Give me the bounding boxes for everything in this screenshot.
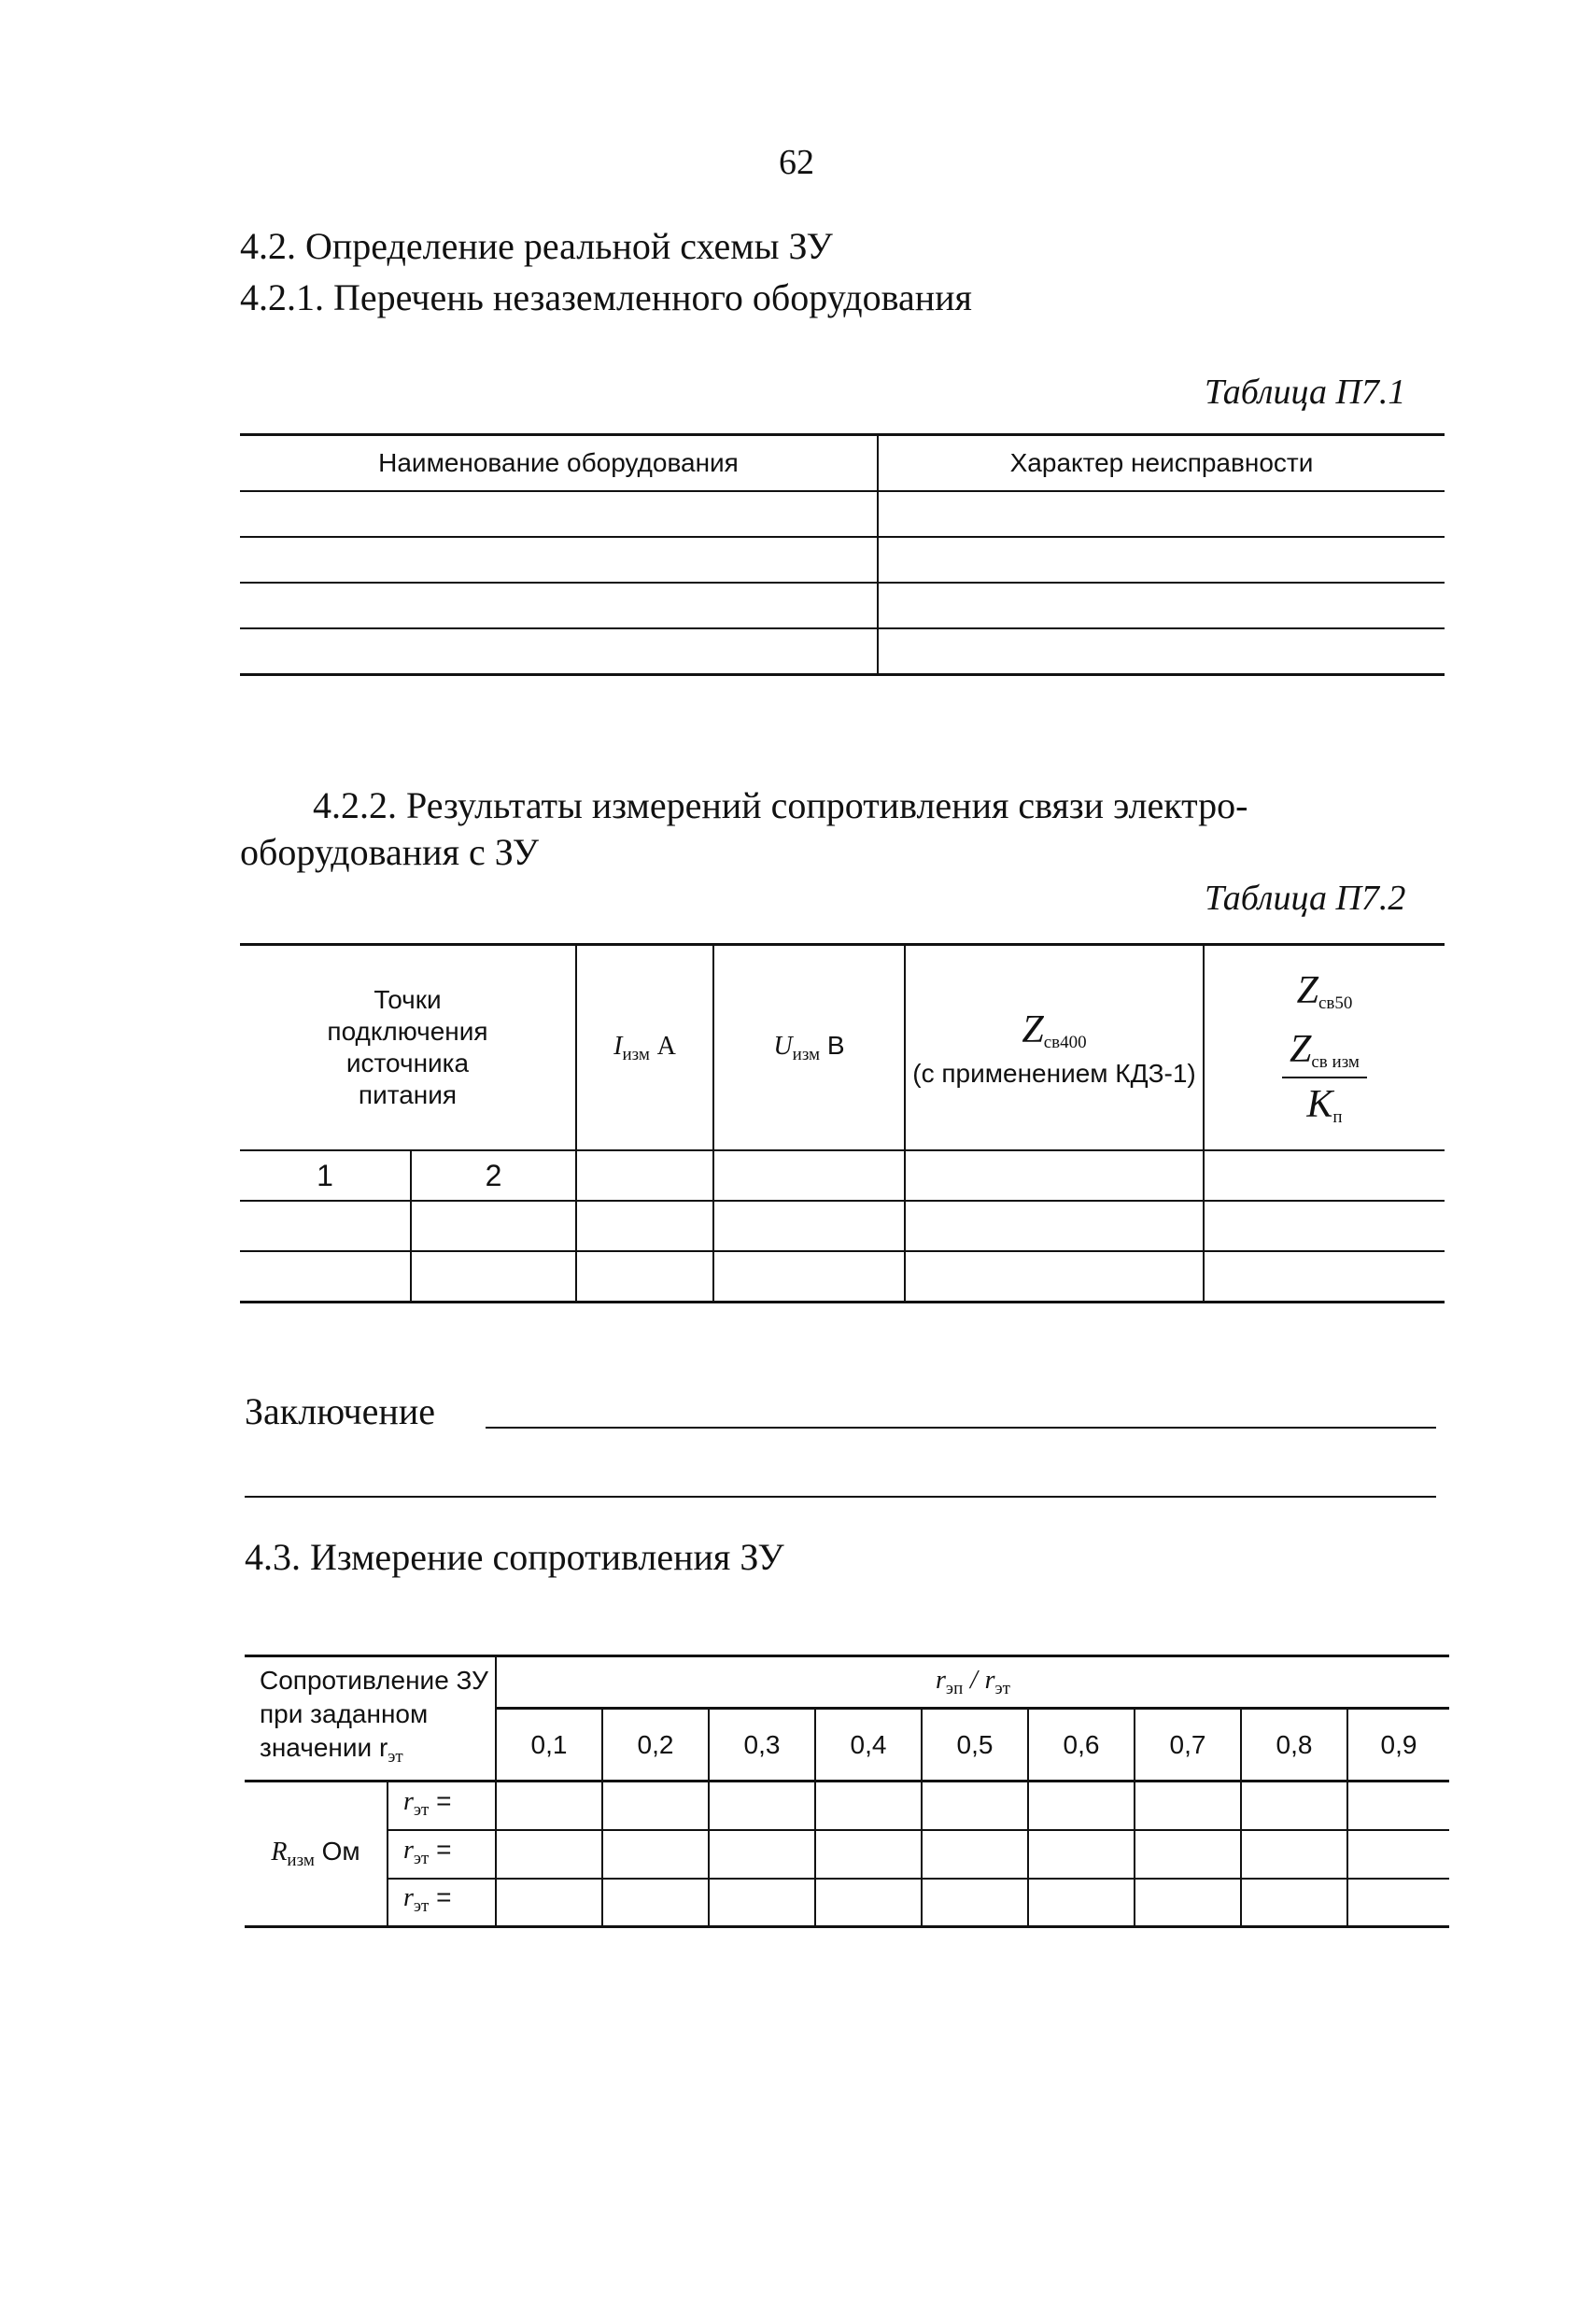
table3-ratio-value: 0,6 — [1028, 1709, 1135, 1782]
table1-header-fault: Характер неисправности — [878, 435, 1445, 492]
section-heading-4-2-2 — [240, 782, 1445, 876]
table-cell[interactable] — [1135, 1879, 1241, 1927]
table-grounding-resistance — [245, 1655, 1449, 1928]
table-row — [240, 628, 1445, 675]
conclusion-line-2[interactable] — [245, 1496, 1436, 1498]
table-cell[interactable] — [1135, 1830, 1241, 1879]
table-row — [245, 1879, 1449, 1927]
table3-ratio-value: 0,8 — [1241, 1709, 1347, 1782]
table-row — [240, 491, 1445, 537]
table-cell[interactable] — [602, 1782, 709, 1830]
table-cell[interactable] — [922, 1830, 1028, 1879]
table-cell[interactable] — [713, 1201, 905, 1251]
table2-header-points: Точки подключения источника питания — [240, 945, 576, 1151]
table-cell[interactable] — [878, 628, 1445, 675]
table-cell[interactable] — [922, 1879, 1028, 1927]
table-cell[interactable] — [905, 1150, 1204, 1201]
table3-ratio-value: 0,7 — [1135, 1709, 1241, 1782]
table-cell[interactable] — [709, 1830, 815, 1879]
table-cell[interactable] — [905, 1251, 1204, 1303]
table-bonding-resistance — [240, 943, 1445, 1303]
section-4-2-2-line2: оборудования с ЗУ — [240, 831, 540, 873]
table-cell[interactable] — [240, 491, 878, 537]
table-cell[interactable] — [1204, 1251, 1445, 1303]
table-cell[interactable] — [576, 1201, 713, 1251]
table-cell[interactable] — [240, 628, 878, 675]
table-cell[interactable] — [878, 491, 1445, 537]
conclusion-line-1[interactable] — [486, 1427, 1436, 1429]
table-cell[interactable] — [709, 1879, 815, 1927]
page-number: 62 — [779, 143, 814, 182]
table3-ratio-value: 0,3 — [709, 1709, 815, 1782]
table3-row-header: Сопротивление ЗУ при заданном значении $r_{эт}$ — [245, 1656, 496, 1782]
table-cell[interactable] — [576, 1251, 713, 1303]
table2-header-z400: $Z_{св400}$ (с применением КДЗ-1) — [905, 945, 1204, 1151]
table-cell[interactable] — [240, 583, 878, 628]
table-cell[interactable] — [1241, 1879, 1347, 1927]
table-cell[interactable] — [922, 1782, 1028, 1830]
table2-subcol-2: 2 — [411, 1150, 576, 1201]
table-cell[interactable] — [496, 1830, 602, 1879]
table3-r-et-label: $r_{эт}$ = — [388, 1782, 496, 1830]
table-cell[interactable] — [576, 1150, 713, 1201]
table-cell[interactable] — [411, 1251, 576, 1303]
table3-ratio-value: 0,1 — [496, 1709, 602, 1782]
table-row — [240, 1150, 1445, 1201]
table3-ratio-value: 0,5 — [922, 1709, 1028, 1782]
table3-r-measured-label: $R_{изм}$ Ом — [245, 1782, 388, 1927]
table-cell[interactable] — [815, 1879, 922, 1927]
table-cell[interactable] — [815, 1830, 922, 1879]
section-heading-4-2: 4.2. Определение реальной схемы ЗУ — [240, 225, 833, 267]
table-cell[interactable] — [1135, 1782, 1241, 1830]
table-cell[interactable] — [240, 1201, 411, 1251]
table3-ratio-value: 0,2 — [602, 1709, 709, 1782]
table-cell[interactable] — [1241, 1782, 1347, 1830]
table-cell[interactable] — [1204, 1150, 1445, 1201]
table-row — [245, 1782, 1449, 1830]
table2-header-z50: $Z_{св50}$ $\frac{Z_{св изм}}{K_п}$ — [1204, 945, 1445, 1151]
conclusion-label: Заключение — [245, 1390, 435, 1432]
table-cell[interactable] — [1347, 1782, 1449, 1830]
table-cell[interactable] — [878, 537, 1445, 583]
table3-ratio-value: 0,4 — [815, 1709, 922, 1782]
table3-r-et-label: $r_{эт}$ = — [388, 1830, 496, 1879]
section-4-2-2-line1: 4.2.2. Результаты измерений сопротивления связи электро- — [313, 784, 1248, 826]
table-cell[interactable] — [713, 1150, 905, 1201]
table-row — [240, 537, 1445, 583]
table-cell[interactable] — [1241, 1830, 1347, 1879]
table-equipment-faults — [240, 433, 1445, 676]
section-heading-4-2-1: 4.2.1. Перечень незаземленного оборудования — [240, 276, 972, 318]
formula-fraction: $\frac{Z_{св изм}}{K_п}$ — [1282, 1027, 1367, 1128]
table3-ratio-value: 0,9 — [1347, 1709, 1449, 1782]
table-cell[interactable] — [1028, 1782, 1135, 1830]
table-row — [240, 1201, 1445, 1251]
table-cell[interactable] — [1204, 1201, 1445, 1251]
table2-header-voltage: $U_{изм}$ В — [713, 945, 905, 1151]
table-cell[interactable] — [1028, 1879, 1135, 1927]
table-cell[interactable] — [905, 1201, 1204, 1251]
table-cell[interactable] — [1347, 1830, 1449, 1879]
table-cell[interactable] — [709, 1782, 815, 1830]
table-row — [245, 1830, 1449, 1879]
table1-caption: Таблица П7.1 — [1205, 373, 1406, 412]
table-cell[interactable] — [240, 537, 878, 583]
table-cell[interactable] — [496, 1782, 602, 1830]
table-cell[interactable] — [878, 583, 1445, 628]
table2-caption: Таблица П7.2 — [1205, 879, 1406, 918]
table-cell[interactable] — [496, 1879, 602, 1927]
table-cell[interactable] — [240, 1251, 411, 1303]
table-row — [240, 583, 1445, 628]
table-cell[interactable] — [1347, 1879, 1449, 1927]
table-cell[interactable] — [602, 1879, 709, 1927]
table-cell[interactable] — [713, 1251, 905, 1303]
table2-subcol-1: 1 — [240, 1150, 411, 1201]
table-cell[interactable] — [411, 1201, 576, 1251]
table2-header-current: $I_{изм}$ А — [576, 945, 713, 1151]
section-heading-4-3: 4.3. Измерение сопротивления ЗУ — [245, 1536, 784, 1578]
table3-ratio-header: $r_{эп} / r_{эт}$ — [496, 1656, 1449, 1709]
table3-r-et-label: $r_{эт}$ = — [388, 1879, 496, 1927]
table-row — [240, 1251, 1445, 1303]
table-cell[interactable] — [815, 1782, 922, 1830]
table-cell[interactable] — [602, 1830, 709, 1879]
table1-header-equipment: Наименование оборудования — [240, 435, 878, 492]
table-cell[interactable] — [1028, 1830, 1135, 1879]
